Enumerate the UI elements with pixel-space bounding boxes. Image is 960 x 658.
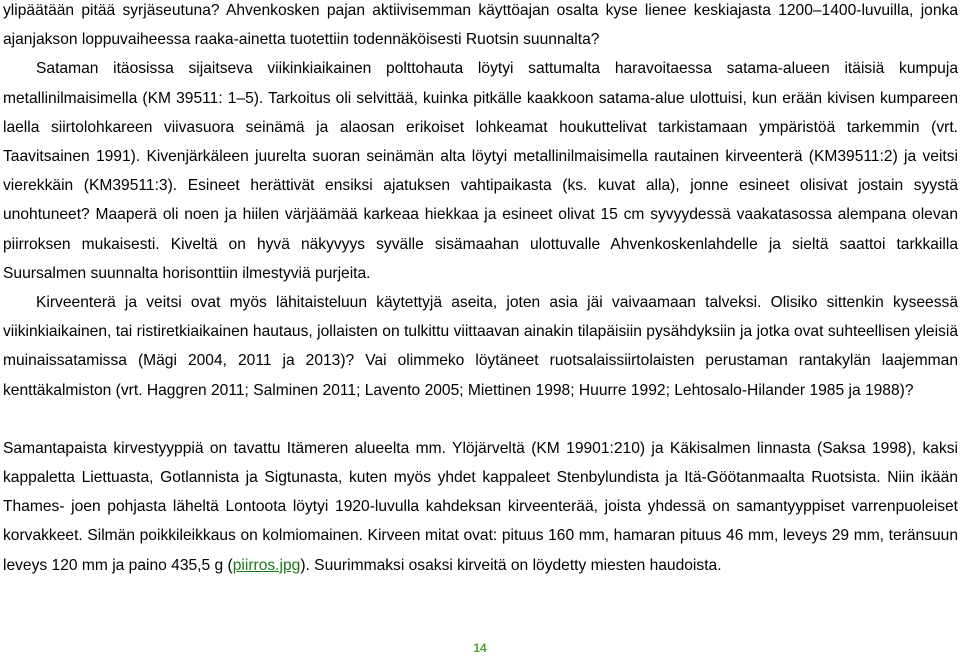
paragraph-3 bbox=[0, 288, 960, 405]
paragraph-4 bbox=[0, 434, 960, 580]
paragraph-1 bbox=[0, 0, 960, 54]
drawing-file-link[interactable]: piirros.jpg bbox=[232, 556, 301, 574]
page-number: 14 bbox=[473, 641, 487, 655]
paragraph-3-text: Kirveenterä ja veitsi ovat myös lähitaisteluun käytettyjä aseita, joten asia jäi vaivaamaan talveksi. Olisiko sittenkin kyseessä viikinkiaikainen, tai ristiretkiaikainen hautaus, jollaisten on tulkittu viittaavan ainakin tilapäisiin pysähdyksiin ja jotka ovat suhteellisen yleisiä muinaissatamissa (Mägi 2004, 2011 ja 2013)? Vai olimmeko löytäneet ruotsalaissiirtolaisten perustaman rantakylän laajemman kenttäkalmiston (vrt. Haggren 2011; Salminen 2011; Lavento 2005; Miettinen 1998; Huurre 1992; Lehtosalo-Hilander 1985 ja 1988)? bbox=[3, 294, 958, 399]
paragraph-2 bbox=[0, 54, 960, 288]
paragraph-1-text: ylipäätään pitää syrjäseutuna? Ahvenkosken pajan aktiivisemman käyttöajan osalta kyse lienee keskiajasta 1200–1400-luvuilla, jonka ajanjakson loppuvaiheessa raaka-ainetta tuotettiin todennäköisesti Ruotsin suunnalta? bbox=[3, 2, 958, 49]
paragraph-4-text-before-link: Samantapaista kirvestyyppiä on tavattu Itämeren alueelta mm. Ylöjärveltä (KM 19901:210) ja Käkisalmen linnasta (Saksa 1998), kaksi kappaletta Liettuasta, Gotlannista ja Sigtunasta, kuten myös yhdet kappaleet Stenbylundista ja Itä-Göötanmaalta Ruotsista. Niin ikään Thames- joen pohjasta läheltä Lontoota löytyi 1920-luvulla kahdeksan kirveenterää, joista yhdessä on samantyyppiset varrenpuoleiset korvakkeet. Silmän poikkileikkaus on kolmiomainen. Kirveen mitat ovat: pituus 160 mm, hamaran pituus 46 mm, leveys 29 mm, teränsuun leveys 120 mm ja paino 435,5 g ( bbox=[3, 439, 958, 574]
paragraph-2-text: Sataman itäosissa sijaitseva viikinkiaikainen polttohauta löytyi sattumalta haravoitaessa satama-alueen itäisiä kumpuja metallinilmaisimella (KM 39511: 1–5). Tarkoitus oli selvittää, kuinka pitkälle kaakkoon satama-alue ulottuisi, kun erään kivisen kumpareen laella siirtolohkareen viivasuora seinämä ja alaosan erikoiset lohkeamat houkuttelivat tarkistamaan ympäristöä tarkemmin (vrt. Taavitsainen 1991). Kivenjärkäleen juurelta suoran seinämän alta löytyi metallinilmaisimella rautainen kirveenterä (KM39511:2) ja veitsi vierekkäin (KM39511:3). Esineet herättivät ensiksi ajatuksen vahtipaikasta (ks. kuvat alla), jonne esineet olisivat jostain syystä unohtuneet? Maaperä oli noen ja hiilen värjäämää karkeaa hiekkaa ja esineet olivat 15 cm syvyydessä vaakatasossa alempana olevan piirroksen mukaisesti. Kiveltä on hyvä näkyvyys syvälle sisämaahan ulottuvalle Ahvenkoskenlahdelle ja sieltä saattoi tarkkailla Suursalmen suunnalta horisonttiin ilmestyviä purjeita. bbox=[3, 60, 958, 282]
paragraph-4-text-after-link: ). Suurimmaksi osaksi kirveitä on löydetty miesten haudoista. bbox=[300, 556, 722, 574]
